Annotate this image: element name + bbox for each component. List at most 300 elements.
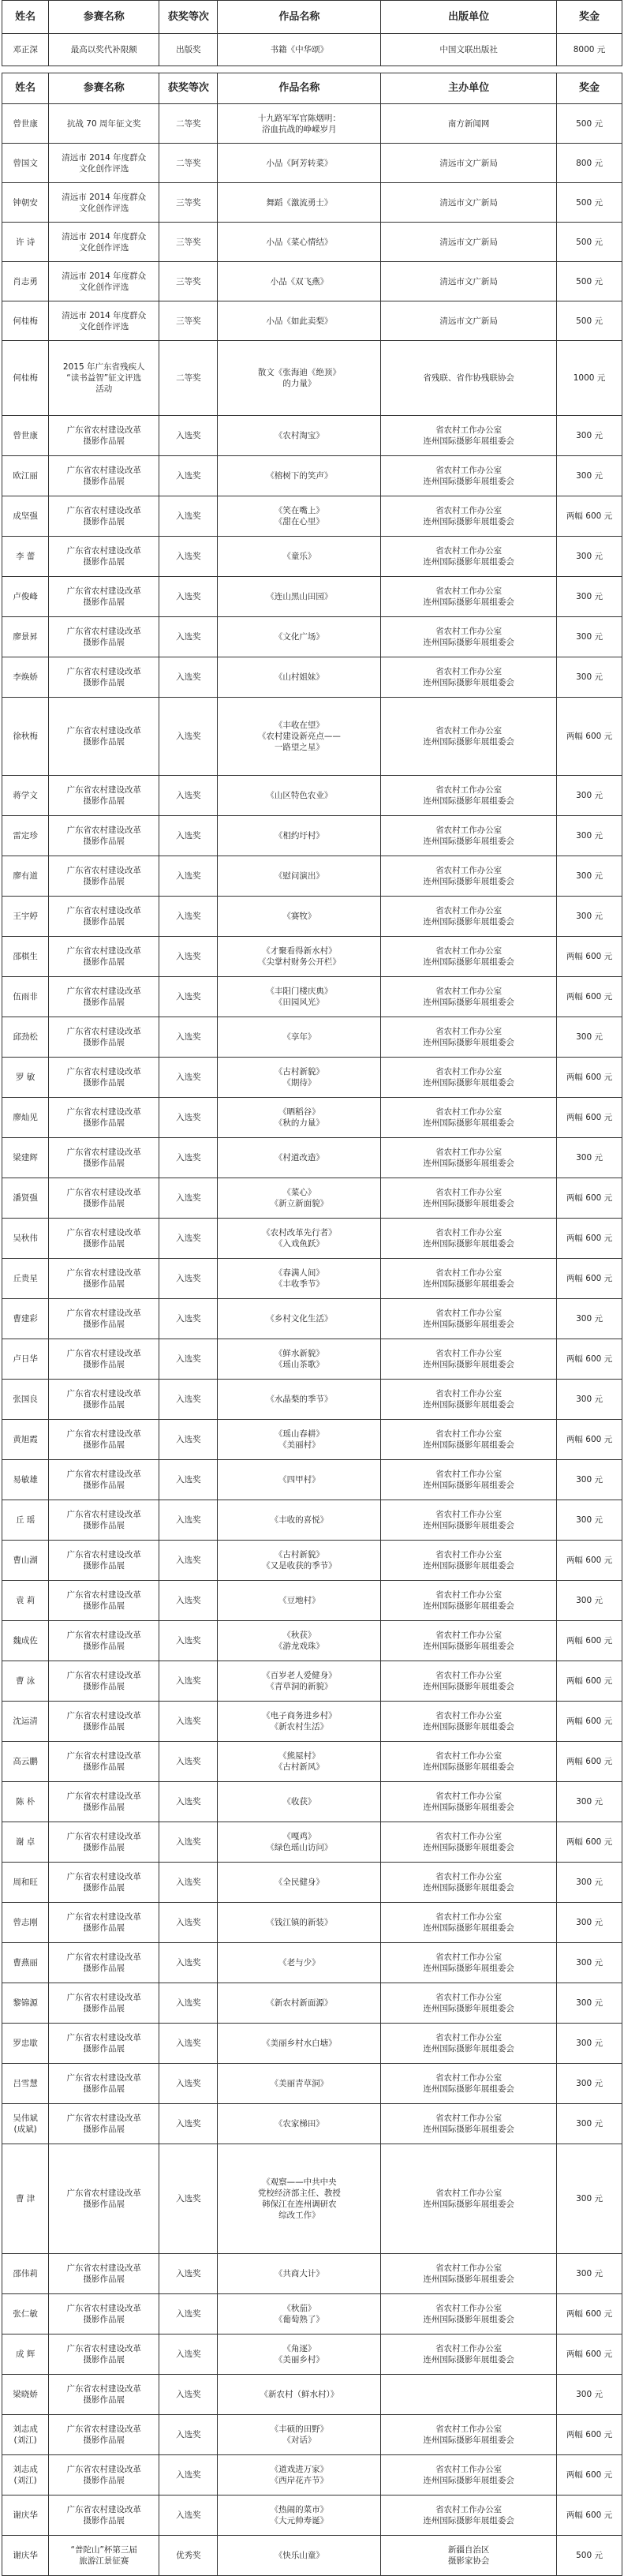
table2-row — [2, 104, 622, 144]
table2-cell: 三等奖 — [159, 183, 218, 223]
table2-cell: 《丰硕的田野》 《对话》 — [218, 2415, 381, 2455]
table2-cell: 广东省农村建设改革 摄影作品展 — [49, 1420, 159, 1460]
table2-cell: 广东省农村建设改革 摄影作品展 — [49, 698, 159, 776]
table2-cell: 入选奖 — [159, 1541, 218, 1581]
table2-cell: 张国良 — [2, 1380, 49, 1420]
table2-cell: 卢俊峰 — [2, 577, 49, 617]
table2-row — [2, 1299, 622, 1339]
table2-cell: 三等奖 — [159, 262, 218, 301]
table2-cell: 省农村工作办公室 连州国际摄影年展组委会 — [381, 2496, 557, 2536]
table2-cell: 《快乐山童》 — [218, 2536, 381, 2576]
table2-cell: 清远市 2014 年度群众 文化创作评选 — [49, 262, 159, 301]
table2-cell: 谢 卓 — [2, 1822, 49, 1863]
table1-header-cell: 出版单位 — [381, 1, 557, 34]
table2-cell: 300 元 — [557, 776, 622, 816]
table2-cell: 谢庆华 — [2, 2496, 49, 2536]
table2-cell: 省农村工作办公室 连州国际摄影年展组委会 — [381, 1058, 557, 1098]
table2-row — [2, 1943, 622, 1983]
table2-header-cell: 主办单位 — [381, 73, 557, 104]
table2-cell: 成 辉 — [2, 2334, 49, 2375]
table2-cell: 《慰问演出》 — [218, 856, 381, 897]
table2-cell: 廖有道 — [2, 856, 49, 897]
table2-cell: 李焕娇 — [2, 657, 49, 698]
table2-cell: 省农村工作办公室 连州国际摄影年展组委会 — [381, 1863, 557, 1903]
table2-cell: 省农村工作办公室 连州国际摄影年展组委会 — [381, 1782, 557, 1822]
table2-cell: 曾世康 — [2, 416, 49, 456]
table2-cell: 《春满人间》 《丰收季节》 — [218, 1259, 381, 1299]
table2-row — [2, 1661, 622, 1702]
table2-header-cell: 姓名 — [2, 73, 49, 104]
table2-cell: 入选奖 — [159, 2415, 218, 2455]
table2-row — [2, 698, 622, 776]
table2-cell: 黄旭霞 — [2, 1420, 49, 1460]
table1-cell: 最高以奖代补限额 — [49, 34, 159, 66]
table2-row — [2, 2144, 622, 2254]
table2-cell: 入选奖 — [159, 776, 218, 816]
table2-row — [2, 1420, 622, 1460]
table2-cell: 《熊屋村》 《古村新风》 — [218, 1742, 381, 1782]
table2-cell: 《相约圩村》 — [218, 816, 381, 856]
table2-row — [2, 301, 622, 341]
table2-cell: 易敏雄 — [2, 1460, 49, 1500]
table2-cell: 省农村工作办公室 连州国际摄影年展组委会 — [381, 2415, 557, 2455]
table2-cell: 刘志成 (刘江) — [2, 2455, 49, 2496]
table2-cell: 邵棋生 — [2, 937, 49, 977]
table2-cell: 入选奖 — [159, 856, 218, 897]
table2-cell: 广东省农村建设改革 摄影作品展 — [49, 1943, 159, 1983]
table2-cell: 入选奖 — [159, 1339, 218, 1380]
table2-cell: 300 元 — [557, 1380, 622, 1420]
table2-cell: 罗 敏 — [2, 1058, 49, 1098]
table2-cell: 两幅 600 元 — [557, 1420, 622, 1460]
table2-cell: 《全民健身》 — [218, 1863, 381, 1903]
table2-cell: 两幅 600 元 — [557, 1219, 622, 1259]
table2-cell: 《钱江镇的新装》 — [218, 1903, 381, 1943]
table2-cell: 《新农村新面源》 — [218, 1983, 381, 2024]
table2-cell: 优秀奖 — [159, 2536, 218, 2576]
table1-row — [2, 34, 622, 66]
table2-cell: 曹 泳 — [2, 1661, 49, 1702]
table2-cell: 邵伟莉 — [2, 2254, 49, 2294]
table2-cell: 《山区特色农业》 — [218, 776, 381, 816]
table2-cell: 《收获》 — [218, 1782, 381, 1822]
table2-row — [2, 977, 622, 1017]
table2-cell: 三等奖 — [159, 301, 218, 341]
table2-cell: 《赛牧》 — [218, 897, 381, 937]
table2-cell: 省农村工作办公室 连州国际摄影年展组委会 — [381, 1178, 557, 1219]
table2-cell: 300 元 — [557, 1943, 622, 1983]
table2-cell: 《热闹的菜市》 《大元帅寿诞》 — [218, 2496, 381, 2536]
table2-cell: 省农村工作办公室 连州国际摄影年展组委会 — [381, 1138, 557, 1178]
table2-row — [2, 657, 622, 698]
table2-row — [2, 1259, 622, 1299]
table2-cell: 广东省农村建设改革 摄影作品展 — [49, 1661, 159, 1702]
table2-cell: 廖景昇 — [2, 617, 49, 657]
table2-cell: 钟朝安 — [2, 183, 49, 223]
table2-cell: 省农村工作办公室 连州国际摄影年展组委会 — [381, 897, 557, 937]
table2-cell: 广东省农村建设改革 摄影作品展 — [49, 2024, 159, 2064]
table2-cell: 广东省农村建设改革 摄影作品展 — [49, 2104, 159, 2144]
table2-cell: 省农村工作办公室 连州国际摄影年展组委会 — [381, 1702, 557, 1742]
table2-row — [2, 1621, 622, 1661]
table2-cell: 曾国文 — [2, 144, 49, 183]
table2-cell: 两幅 600 元 — [557, 2455, 622, 2496]
table2-cell: 清远市 2014 年度群众 文化创作评选 — [49, 301, 159, 341]
table2-cell: 300 元 — [557, 2254, 622, 2294]
table2-row — [2, 1742, 622, 1782]
table2-cell: 300 元 — [557, 897, 622, 937]
table2-cell: 入选奖 — [159, 1219, 218, 1259]
table2-cell: 广东省农村建设改革 摄影作品展 — [49, 2334, 159, 2375]
table2-cell: 800 元 — [557, 144, 622, 183]
table2-cell: 舞蹈《激流勇士》 — [218, 183, 381, 223]
table2-row — [2, 2024, 622, 2064]
table2-cell: 300 元 — [557, 816, 622, 856]
table2-cell: 广东省农村建设改革 摄影作品展 — [49, 856, 159, 897]
table2-cell: 《道戏进万家》 《西岸花卉节》 — [218, 2455, 381, 2496]
table2-cell: 省农村工作办公室 连州国际摄影年展组委会 — [381, 1500, 557, 1541]
table2-cell: 丘贵星 — [2, 1259, 49, 1299]
table2-cell: 广东省农村建设改革 摄影作品展 — [49, 1621, 159, 1661]
table2-cell: 《文化广场》 — [218, 617, 381, 657]
table2-cell: 《菜心》 《新立新面貌》 — [218, 1178, 381, 1219]
table2-cell: 入选奖 — [159, 416, 218, 456]
table2-cell: 省农村工作办公室 连州国际摄影年展组委会 — [381, 856, 557, 897]
table2-row — [2, 897, 622, 937]
table2-cell: 两幅 600 元 — [557, 2294, 622, 2334]
table2-cell: 广东省农村建设改革 摄影作品展 — [49, 2254, 159, 2294]
table2-cell: 《笑在嘴上》 《甜在心里》 — [218, 496, 381, 537]
table2-cell: 入选奖 — [159, 1017, 218, 1058]
table2-cell: 雷定珍 — [2, 816, 49, 856]
table2-cell: 入选奖 — [159, 1903, 218, 1943]
table2-cell: 成坚强 — [2, 496, 49, 537]
table2-cell: 《才聚看得新水村》 《尖掌村财务公开栏》 — [218, 937, 381, 977]
table2-row — [2, 456, 622, 496]
table2-cell: 《丰收的喜悦》 — [218, 1500, 381, 1541]
table2-cell: 两幅 600 元 — [557, 1098, 622, 1138]
table2-cell: 《鲜水新貌》 《瑶山茶歌》 — [218, 1339, 381, 1380]
table2-cell: 省农村工作办公室 连州国际摄影年展组委会 — [381, 1339, 557, 1380]
table2-cell: 入选奖 — [159, 577, 218, 617]
table2-row — [2, 223, 622, 262]
table2-cell: 二等奖 — [159, 341, 218, 416]
table2-cell: 300 元 — [557, 1863, 622, 1903]
table2-row — [2, 816, 622, 856]
table2-row — [2, 2294, 622, 2334]
table2-cell: 广东省农村建设改革 摄影作品展 — [49, 456, 159, 496]
table2-cell: 省农村工作办公室 连州国际摄影年展组委会 — [381, 2294, 557, 2334]
table2-cell: 入选奖 — [159, 937, 218, 977]
table2-cell: 省农村工作办公室 连州国际摄影年展组委会 — [381, 2455, 557, 2496]
table2-cell: 300 元 — [557, 2024, 622, 2064]
table2-cell: 省农村工作办公室 连州国际摄影年展组委会 — [381, 776, 557, 816]
table2-cell: 入选奖 — [159, 2334, 218, 2375]
table2-row — [2, 144, 622, 183]
table2-cell: 曹建彩 — [2, 1299, 49, 1339]
table2-row — [2, 1863, 622, 1903]
table2-cell: 广东省农村建设改革 摄影作品展 — [49, 1863, 159, 1903]
table2-cell: 省农村工作办公室 连州国际摄影年展组委会 — [381, 1219, 557, 1259]
table2-cell: 入选奖 — [159, 2064, 218, 2104]
table2-row — [2, 2064, 622, 2104]
table2-cell: 广东省农村建设改革 摄影作品展 — [49, 496, 159, 537]
table2-row — [2, 2375, 622, 2415]
table2-cell: 《共商大计》 — [218, 2254, 381, 2294]
table2-cell: 广东省农村建设改革 摄影作品展 — [49, 1138, 159, 1178]
table2-cell: 省农村工作办公室 连州国际摄影年展组委会 — [381, 577, 557, 617]
table2-cell: 《童乐》 — [218, 537, 381, 577]
table2-cell: 小品《菜心情结》 — [218, 223, 381, 262]
table2-cell: 广东省农村建设改革 摄影作品展 — [49, 2294, 159, 2334]
table2-cell: 300 元 — [557, 1782, 622, 1822]
table2-cell: 省农村工作办公室 连州国际摄影年展组委会 — [381, 2064, 557, 2104]
table2-cell: 《老与少》 — [218, 1943, 381, 1983]
table2-cell: “普陀山”杯第三届 旅游江景征赛 — [49, 2536, 159, 2576]
table2-cell: 广东省农村建设改革 摄影作品展 — [49, 1822, 159, 1863]
table2-cell: 300 元 — [557, 1500, 622, 1541]
table2-cell: 广东省农村建设改革 摄影作品展 — [49, 1299, 159, 1339]
table2-row — [2, 1138, 622, 1178]
table2-cell: 省农村工作办公室 连州国际摄影年展组委会 — [381, 1822, 557, 1863]
table2-row — [2, 856, 622, 897]
table2-cell: 省农村工作办公室 连州国际摄影年展组委会 — [381, 1742, 557, 1782]
table2-cell: 省农村工作办公室 连州国际摄影年展组委会 — [381, 657, 557, 698]
table2-cell: 省农村工作办公室 连州国际摄影年展组委会 — [381, 1661, 557, 1702]
table2-cell: 二等奖 — [159, 144, 218, 183]
table2-cell: 500 元 — [557, 301, 622, 341]
table2-cell: 省残联、省作协残联协会 — [381, 341, 557, 416]
table2-cell: 省农村工作办公室 连州国际摄影年展组委会 — [381, 1259, 557, 1299]
table2-cell: 《嘎鸡》 《绿色瑶山访问》 — [218, 1822, 381, 1863]
table2-row — [2, 496, 622, 537]
table2-cell: 入选奖 — [159, 2144, 218, 2254]
table2-cell: 入选奖 — [159, 1098, 218, 1138]
table2-row — [2, 2254, 622, 2294]
table2-cell: 广东省农村建设改革 摄影作品展 — [49, 1219, 159, 1259]
table2-cell: 1000 元 — [557, 341, 622, 416]
table2-cell: 抗战 70 周年征文奖 — [49, 104, 159, 144]
table2-cell: 清远市文广新局 — [381, 144, 557, 183]
table2-cell: 入选奖 — [159, 1259, 218, 1299]
table2-row — [2, 1500, 622, 1541]
table2-row — [2, 341, 622, 416]
table2-cell: 《秋茄》 《葡萄熟了》 — [218, 2294, 381, 2334]
table2-row — [2, 2334, 622, 2375]
table2-cell: 广东省农村建设改革 摄影作品展 — [49, 577, 159, 617]
table2-cell: 入选奖 — [159, 2024, 218, 2064]
table2-cell: 入选奖 — [159, 1822, 218, 1863]
table2-cell: 《新农村（鲜水村）》 — [218, 2375, 381, 2415]
table2-cell: 省农村工作办公室 连州国际摄影年展组委会 — [381, 698, 557, 776]
table2-row — [2, 2104, 622, 2144]
award-table — [2, 0, 622, 2576]
table2-cell: 《古村新貌》 《期待》 — [218, 1058, 381, 1098]
table2-cell: 广东省农村建设改革 摄影作品展 — [49, 1500, 159, 1541]
table2-cell: 《水晶梨的季节》 — [218, 1380, 381, 1420]
table2-cell: 入选奖 — [159, 1983, 218, 2024]
table2-row — [2, 183, 622, 223]
table2-cell: 两幅 600 元 — [557, 2334, 622, 2375]
table2-cell: 入选奖 — [159, 1702, 218, 1742]
table2-cell: 省农村工作办公室 连州国际摄影年展组委会 — [381, 977, 557, 1017]
table2-row — [2, 416, 622, 456]
table2-cell: 两幅 600 元 — [557, 1541, 622, 1581]
table2-cell: 入选奖 — [159, 1500, 218, 1541]
table2-cell: 入选奖 — [159, 1299, 218, 1339]
table2-row — [2, 537, 622, 577]
table2-cell: 广东省农村建设改革 摄影作品展 — [49, 617, 159, 657]
table2-cell: 入选奖 — [159, 1138, 218, 1178]
table2-cell: 入选奖 — [159, 537, 218, 577]
table2-cell: 入选奖 — [159, 2254, 218, 2294]
table2-cell: 广东省农村建设改革 摄影作品展 — [49, 1581, 159, 1621]
table2-cell: 十九路军军官陈烟明： 浴血抗战的峥嵘岁月 — [218, 104, 381, 144]
table2-cell: 300 元 — [557, 416, 622, 456]
table2-cell: 入选奖 — [159, 657, 218, 698]
table2-cell: 300 元 — [557, 657, 622, 698]
table2-cell: 入选奖 — [159, 816, 218, 856]
table2-row — [2, 1822, 622, 1863]
table1-header-cell: 获奖等次 — [159, 1, 218, 34]
table2-row — [2, 617, 622, 657]
table2-cell: 清远市文广新局 — [381, 262, 557, 301]
table2-cell: 散文《张海迪《绝顶》 的力量》 — [218, 341, 381, 416]
table2-cell: 《丰收在望》 《农村建设新亮点—— 一路望之星》 — [218, 698, 381, 776]
table2-row — [2, 577, 622, 617]
table2-cell: 300 元 — [557, 1581, 622, 1621]
table2-cell: 省农村工作办公室 连州国际摄影年展组委会 — [381, 2254, 557, 2294]
table2-cell: 省农村工作办公室 连州国际摄影年展组委会 — [381, 1380, 557, 1420]
table2-cell: 300 元 — [557, 577, 622, 617]
table2-cell: 广东省农村建设改革 摄影作品展 — [49, 1017, 159, 1058]
table2-cell: 罗忠歇 — [2, 2024, 49, 2064]
table2-cell: 300 元 — [557, 1299, 622, 1339]
table2-cell: 广东省农村建设改革 摄影作品展 — [49, 1058, 159, 1098]
table1-cell: 邓正深 — [2, 34, 49, 66]
table2-cell: 省农村工作办公室 连州国际摄影年展组委会 — [381, 2144, 557, 2254]
table2-cell: 入选奖 — [159, 2294, 218, 2334]
table2-cell: 清远市 2014 年度群众 文化创作评选 — [49, 183, 159, 223]
table2-cell: 清远市 2014 年度群众 文化创作评选 — [49, 223, 159, 262]
table2-cell: 300 元 — [557, 2104, 622, 2144]
table2-cell: 《秋获》 《游龙戏珠》 — [218, 1621, 381, 1661]
table1-header-cell: 作品名称 — [218, 1, 381, 34]
table2-cell: 梁建辉 — [2, 1138, 49, 1178]
table2-cell: 清远市文广新局 — [381, 183, 557, 223]
table2-cell: 省农村工作办公室 连州国际摄影年展组委会 — [381, 1098, 557, 1138]
table2-row — [2, 1339, 622, 1380]
table2-cell: 蒋学文 — [2, 776, 49, 816]
table2-row — [2, 2415, 622, 2455]
table2-cell: 广东省农村建设改革 摄影作品展 — [49, 1903, 159, 1943]
table2-cell: 广东省农村建设改革 摄影作品展 — [49, 2415, 159, 2455]
table2-cell: 入选奖 — [159, 698, 218, 776]
table2-cell: 何桂梅 — [2, 341, 49, 416]
table2-cell: 清远市 2014 年度群众 文化创作评选 — [49, 144, 159, 183]
table2-cell: 省农村工作办公室 连州国际摄影年展组委会 — [381, 816, 557, 856]
table2-cell: 广东省农村建设改革 摄影作品展 — [49, 816, 159, 856]
table2-cell: 小品《如此卖梨》 — [218, 301, 381, 341]
table2-cell: 两幅 600 元 — [557, 1621, 622, 1661]
table2-row — [2, 937, 622, 977]
table2-row — [2, 1380, 622, 1420]
table2-cell: 伍雨非 — [2, 977, 49, 1017]
table2-cell: 吴伟斌 (成斌) — [2, 2104, 49, 2144]
table2-cell: 300 元 — [557, 856, 622, 897]
table2-cell: 南方新闻网 — [381, 104, 557, 144]
table2-cell: 广东省农村建设改革 摄影作品展 — [49, 2064, 159, 2104]
table2-cell: 两幅 600 元 — [557, 1822, 622, 1863]
table2-cell: 入选奖 — [159, 2104, 218, 2144]
table2-cell: 300 元 — [557, 2064, 622, 2104]
table2-cell: 省农村工作办公室 连州国际摄影年展组委会 — [381, 496, 557, 537]
table2-row — [2, 2496, 622, 2536]
table-gap-cell — [2, 66, 622, 73]
table1-header-cell: 姓名 — [2, 1, 49, 34]
table2-cell: 省农村工作办公室 连州国际摄影年展组委会 — [381, 2104, 557, 2144]
table2-cell: 入选奖 — [159, 1943, 218, 1983]
table2-cell: 欧江丽 — [2, 456, 49, 496]
table2-cell: 两幅 600 元 — [557, 1339, 622, 1380]
table2-cell: 省农村工作办公室 连州国际摄影年展组委会 — [381, 1621, 557, 1661]
table2-cell: 省农村工作办公室 连州国际摄影年展组委会 — [381, 537, 557, 577]
table2-cell: 300 元 — [557, 617, 622, 657]
table2-cell: 小品《双飞燕》 — [218, 262, 381, 301]
table2-cell: 曹 津 — [2, 2144, 49, 2254]
table2-cell: 三等奖 — [159, 223, 218, 262]
table2-cell: 张仁敏 — [2, 2294, 49, 2334]
table2-row — [2, 1702, 622, 1742]
table2-cell: 广东省农村建设改革 摄影作品展 — [49, 2144, 159, 2254]
table2-cell: 《农村淘宝》 — [218, 416, 381, 456]
table2-cell: 入选奖 — [159, 1621, 218, 1661]
table2-cell: 何桂梅 — [2, 301, 49, 341]
table2-cell: 300 元 — [557, 537, 622, 577]
table2-cell: 广东省农村建设改革 摄影作品展 — [49, 1742, 159, 1782]
table2-cell: 李 蕾 — [2, 537, 49, 577]
table2-cell: 省农村工作办公室 连州国际摄影年展组委会 — [381, 456, 557, 496]
table2-cell: 入选奖 — [159, 1581, 218, 1621]
table2-cell: 两幅 600 元 — [557, 1661, 622, 1702]
table2-cell: 500 元 — [557, 104, 622, 144]
table2-cell: 《农村改革先行者》 《入戏鱼跃》 — [218, 1219, 381, 1259]
table2-cell: 入选奖 — [159, 1420, 218, 1460]
table2-cell: 入选奖 — [159, 2455, 218, 2496]
table2-row — [2, 776, 622, 816]
table2-row — [2, 1460, 622, 1500]
table2-cell: 清远市文广新局 — [381, 223, 557, 262]
table2-cell: 入选奖 — [159, 2375, 218, 2415]
table2-cell: 《村道改造》 — [218, 1138, 381, 1178]
table2-cell: 小品《阿芳转菜》 — [218, 144, 381, 183]
table2-cell: 两幅 600 元 — [557, 1259, 622, 1299]
table2-cell: 入选奖 — [159, 1661, 218, 1702]
table2-cell: 入选奖 — [159, 617, 218, 657]
table2-cell: 300 元 — [557, 1903, 622, 1943]
table2-cell: 入选奖 — [159, 1742, 218, 1782]
table2-cell: 曾世康 — [2, 104, 49, 144]
table2-header-cell: 参赛名称 — [49, 73, 159, 104]
table2-cell: 省农村工作办公室 连州国际摄影年展组委会 — [381, 1017, 557, 1058]
table2-cell: 入选奖 — [159, 1058, 218, 1098]
table2-cell: 广东省农村建设改革 摄影作品展 — [49, 537, 159, 577]
table2-row — [2, 2455, 622, 2496]
table2-cell: 省农村工作办公室 连州国际摄影年展组委会 — [381, 937, 557, 977]
table2-header-row — [2, 73, 622, 104]
table2-cell: 梁晓娇 — [2, 2375, 49, 2415]
table2-cell: 300 元 — [557, 1138, 622, 1178]
